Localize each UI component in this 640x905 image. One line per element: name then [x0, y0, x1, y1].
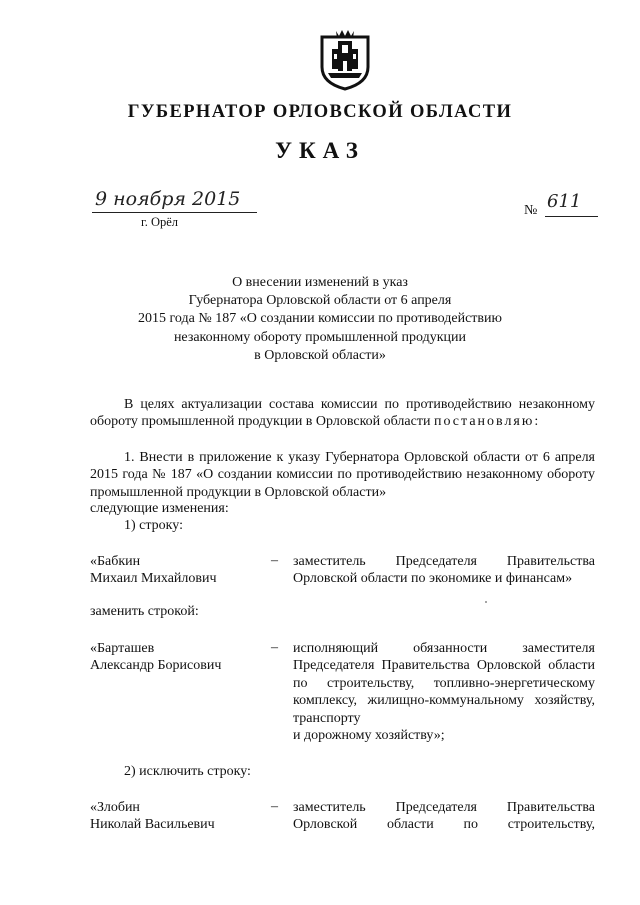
- item-1-tail: следующие изменения:: [90, 501, 229, 516]
- removed-entry-dash: –: [271, 799, 278, 814]
- scan-speck: [485, 601, 487, 603]
- subitem-1-label: 1) строку:: [124, 518, 183, 533]
- old-entry-surname: «Бабкин: [90, 554, 141, 569]
- replace-with-label: заменить строкой:: [90, 604, 199, 619]
- new-entry-name: [90, 640, 221, 675]
- preamble-paragraph: [90, 396, 595, 431]
- title-line: Губернатора Орловской области от 6 апреля: [188, 293, 452, 309]
- removed-entry-surname: «Злобин: [90, 800, 140, 815]
- number-underline: [545, 216, 598, 217]
- new-entry-dash: –: [271, 640, 278, 655]
- removed-entry-position: заместитель Председателя Правительства Орловской области по строительству,: [293, 800, 595, 833]
- organization-heading: ГУБЕРНАТОР ОРЛОВСКОЙ ОБЛАСТИ: [127, 102, 513, 122]
- preamble-text: В целях актуализации состава комиссии по противодействию незаконному обороту промышленной продукции в Орловской области: [90, 397, 595, 430]
- date-underline: [92, 212, 257, 213]
- removed-entry-given-names: Николай Васильевич: [90, 817, 215, 833]
- number-sign: №: [524, 203, 538, 218]
- new-entry-position-end: и дорожному хозяйству»;: [293, 728, 445, 744]
- old-entry-position-text: заместитель Председателя Правительства: [293, 554, 595, 569]
- document-title: [100, 274, 540, 365]
- document-type-heading: УКАЗ: [275, 138, 365, 163]
- title-line: 2015 года № 187 «О создании комиссии по противодействию: [138, 311, 502, 327]
- title-line: незаконному обороту промышленной продукции: [173, 329, 467, 345]
- city-label: г. Орёл: [141, 215, 179, 229]
- old-entry-position: [293, 553, 595, 588]
- title-line: О внесении изменений в указ: [232, 275, 408, 290]
- new-entry-position: [293, 640, 595, 744]
- handwritten-number: 611: [547, 191, 582, 212]
- old-entry-name: [90, 553, 217, 588]
- new-entry-given-names: Александр Борисович: [90, 658, 222, 674]
- coat-of-arms-emblem: [318, 27, 372, 91]
- old-entry-position-end: Орловской области по экономике и финансам»: [293, 571, 573, 587]
- old-entry-dash: –: [271, 553, 278, 568]
- handwritten-date: 9 ноября 2015: [95, 188, 241, 210]
- subitem-2-label: 2) исключить строку:: [124, 764, 251, 779]
- old-entry-given-names: Михаил Михайлович: [90, 571, 217, 587]
- decree-word: постановляю:: [433, 414, 541, 430]
- title-line: в Орловской области»: [254, 347, 386, 363]
- item-1-paragraph: 1. Внести в приложение к указу Губернатора Орловской области от 6 апреля 2015 года № 187 «О создании комиссии по противодействию незаконному обороту промышленной продукции в Орловской области»: [90, 450, 595, 500]
- new-entry-position-text: исполняющий обязанности заместителя Председателя Правительства Орловской области по строительству, топливно-энергетическому комплексу, жилищно-коммунальному хозяйству, транспорту: [293, 641, 595, 726]
- new-entry-surname: «Барташев: [90, 641, 155, 656]
- removed-entry-name: [90, 799, 215, 834]
